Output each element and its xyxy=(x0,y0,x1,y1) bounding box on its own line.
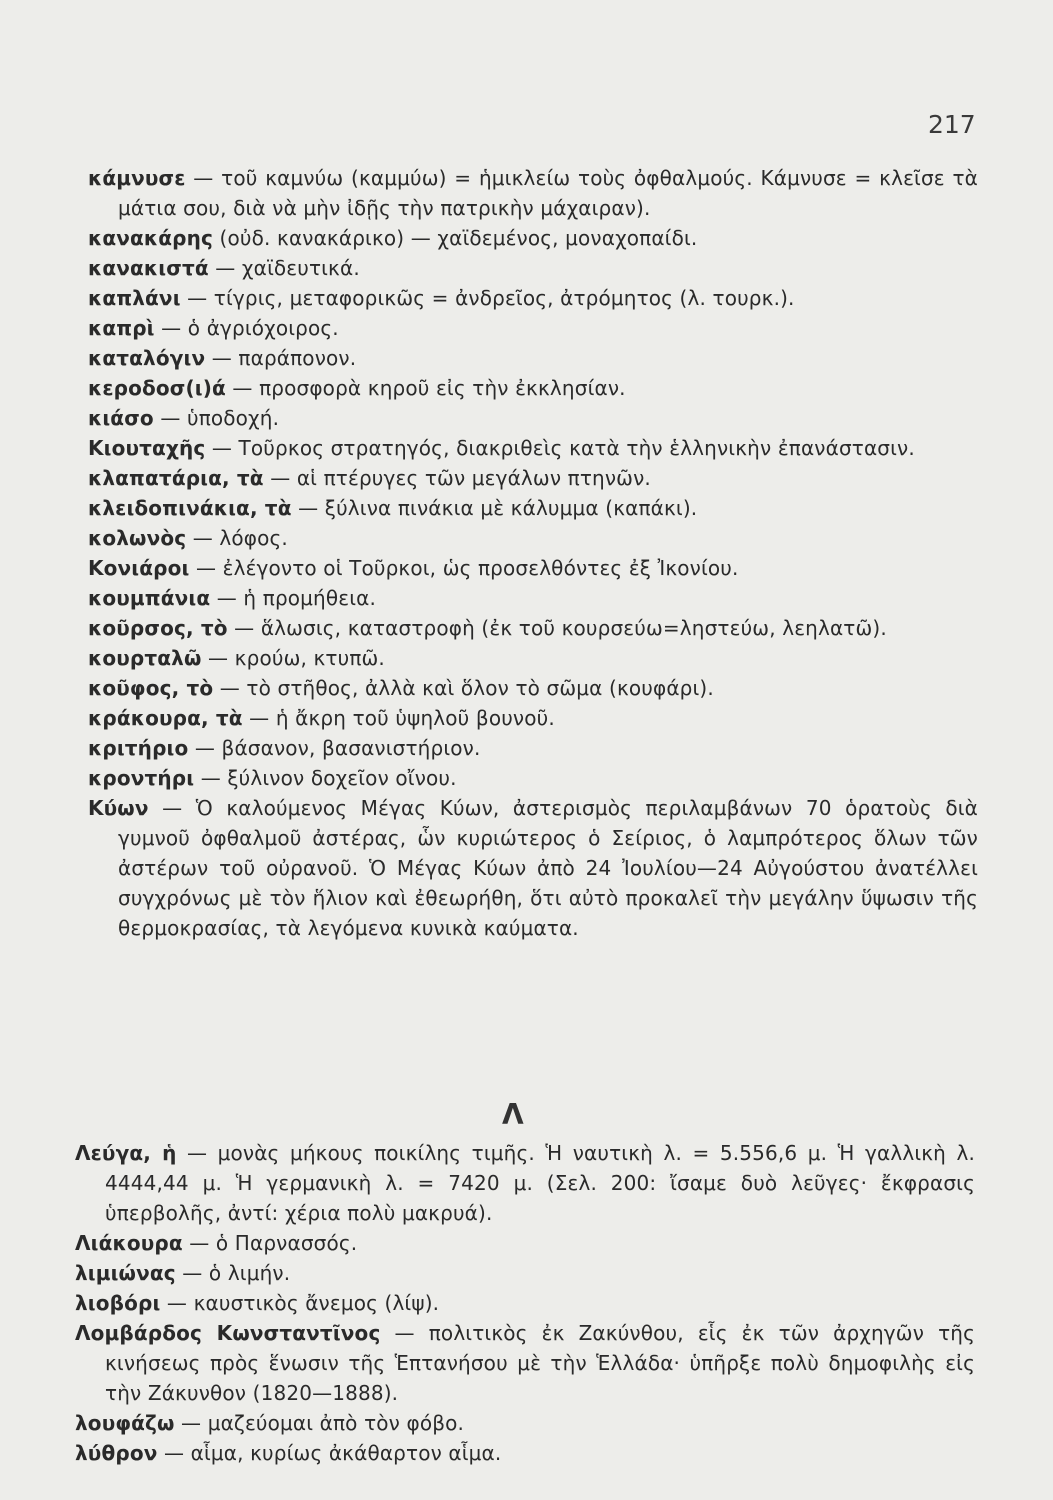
headword: κιάσο xyxy=(88,406,154,430)
definition: — καυστικὸς ἄνεμος (λίψ). xyxy=(160,1291,440,1315)
definition: — παράπονον. xyxy=(205,346,357,370)
dictionary-entry xyxy=(88,643,978,673)
definition: — πολιτικὸς ἐκ Ζακύνθου, εἷς ἐκ τῶν ἀρχηγῶν τῆς κινήσεως πρὸς ἕνωσιν τῆς Ἑπτανήσου μὲ τὴν Ἑλλάδα· ὑπῆρξε πολὺ δημοφιλὴς εἰς τὴν Ζάκυνθον (1820—1888). xyxy=(105,1321,975,1405)
headword: Κιουταχῆς xyxy=(88,436,206,460)
headword: λουφάζω xyxy=(75,1411,175,1435)
headword: κανακιστά xyxy=(88,256,209,280)
definition: — ὑποδοχή. xyxy=(153,406,280,430)
definition: — ὁ Παρνασσός. xyxy=(182,1231,358,1255)
definition: — ἅλωσις, καταστροφὴ (ἐκ τοῦ κουρσεύω=ληστεύω, λεηλατῶ). xyxy=(227,616,887,640)
definition: — Τοῦρκος στρατηγός, διακριθεὶς κατὰ τὴν ἑλληνικὴν ἐπανάστασιν. xyxy=(205,436,915,460)
dictionary-entry xyxy=(88,163,978,223)
headword: κοῦφος, τὸ xyxy=(88,676,214,700)
definition: — προσφορὰ κηροῦ εἰς τὴν ἐκκλησίαν. xyxy=(225,376,626,400)
definition: — μονὰς μήκους ποικίλης τιμῆς. Ἡ ναυτικὴ λ. = 5.556,6 μ. Ἡ γαλλικὴ λ. 4444,44 μ. Ἡ γερμανικὴ λ. = 7420 μ. (Σελ. 200: ἴσαμε δυὸ λεῦγες· ἔκφρασις ὑπερβολῆς, ἀντί: χέρια πολὺ μακρυά). xyxy=(105,1141,975,1225)
definition: — ὁ λιμήν. xyxy=(175,1261,291,1285)
definition: — Ὁ καλούμενος Μέγας Κύων, ἀστερισμὸς περιλαμβάνων 70 ὁρατοὺς διὰ γυμνοῦ ὀφθαλμοῦ ἀστέρας, ὧν κυριώτερος ὁ Σείριος, ὁ λαμπρότερος ὅλων τῶν ἀστέρων τοῦ οὐρανοῦ. Ὁ Μέγας Κύων ἀπὸ 24 Ἰουλίου—24 Αὐγούστου ἀνατέλλει συγχρόνως μὲ τὸν ἥλιον καὶ ἐθεωρήθη, ὅτι αὐτὸ προκαλεῖ τὴν μεγάλην ὕψωσιν τῆς θερμοκρασίας, τὰ λεγόμενα κυνικὰ καύματα. xyxy=(118,796,978,940)
dictionary-entry xyxy=(88,583,978,613)
definition: — ἐλέγοντο οἱ Τοῦρκοι, ὡς προσελθόντες ἐξ Ἰκονίου. xyxy=(189,556,739,580)
dictionary-entry xyxy=(88,553,978,583)
dictionary-entry xyxy=(88,433,978,463)
dictionary-entry xyxy=(88,733,978,763)
definition: — ξύλινα πινάκια μὲ κάλυμμα (καπάκι). xyxy=(291,496,698,520)
headword: κανακάρης xyxy=(88,226,214,250)
dictionary-entry xyxy=(88,223,978,253)
dictionary-entry xyxy=(75,1438,975,1468)
dictionary-entry xyxy=(75,1408,975,1438)
headword: κλειδοπινάκια, τὰ xyxy=(88,496,292,520)
section-letter-heading: Λ xyxy=(502,1098,524,1131)
definition: — κρούω, κτυπῶ. xyxy=(201,646,385,670)
headword: κλαπατάρια, τὰ xyxy=(88,466,264,490)
dictionary-entry xyxy=(75,1288,975,1318)
definition: — ξύλινον δοχεῖον οἴνου. xyxy=(194,766,457,790)
headword: κροντήρι xyxy=(88,766,195,790)
dictionary-entry xyxy=(88,403,978,433)
dictionary-entry xyxy=(75,1258,975,1288)
dictionary-entry xyxy=(88,343,978,373)
dictionary-entry xyxy=(88,283,978,313)
headword: Λομβάρδος Κωνσταντῖνος xyxy=(75,1321,381,1345)
headword: καπρὶ xyxy=(88,316,155,340)
dictionary-entry xyxy=(75,1318,975,1408)
definition: — αἷμα, κυρίως ἀκάθαρτον αἷμα. xyxy=(157,1441,502,1465)
dictionary-entry xyxy=(88,313,978,343)
headword: κοῦρσος, τὸ xyxy=(88,616,228,640)
headword: Λιάκουρα xyxy=(75,1231,183,1255)
definition: — τίγρις, μεταφορικῶς = ἀνδρεῖος, ἀτρόμητος (λ. τουρκ.). xyxy=(180,286,795,310)
definition: — τὸ στῆθος, ἀλλὰ καὶ ὅλον τὸ σῶμα (κουφάρι). xyxy=(213,676,714,700)
definition: (οὐδ. κανακάρικο) — χαϊδεμένος, μοναχοπαίδι. xyxy=(213,226,698,250)
entries-l-section xyxy=(0,1138,975,1468)
definition: — μαζεύομαι ἀπὸ τὸν φόβο. xyxy=(174,1411,465,1435)
definition: — λόφος. xyxy=(186,526,288,550)
headword: Κονιάροι xyxy=(88,556,190,580)
dictionary-entry xyxy=(88,493,978,523)
dictionary-entry xyxy=(88,673,978,703)
dictionary-entry xyxy=(88,253,978,283)
headword: κριτήριο xyxy=(88,736,189,760)
headword: Λεύγα, ἡ xyxy=(75,1141,177,1165)
headword: κουμπάνια xyxy=(88,586,211,610)
dictionary-entry xyxy=(88,463,978,493)
headword: κολωνὸς xyxy=(88,526,187,550)
headword: κάμνυσε xyxy=(88,166,186,190)
definition: — ἡ προμήθεια. xyxy=(210,586,376,610)
headword: λιοβόρι xyxy=(75,1291,161,1315)
dictionary-entry xyxy=(88,763,978,793)
headword: καταλόγιν xyxy=(88,346,206,370)
definition: — ὁ ἀγριόχοιρος. xyxy=(154,316,339,340)
definition: — τοῦ καμνύω (καμμύω) = ἡμικλείω τοὺς ὀφθαλμούς. Κάμνυσε = κλεῖσε τὰ μάτια σου, διὰ νὰ μὴν ἰδῇς τὴν πατρικὴν μάχαιραν). xyxy=(118,166,978,220)
definition: — ἡ ἄκρη τοῦ ὑψηλοῦ βουνοῦ. xyxy=(242,706,555,730)
headword: κουρταλῶ xyxy=(88,646,202,670)
dictionary-entry xyxy=(88,373,978,403)
definition: — αἱ πτέρυγες τῶν μεγάλων πτηνῶν. xyxy=(263,466,651,490)
dictionary-entry xyxy=(75,1138,975,1228)
headword: κεροδοσ(ι)ά xyxy=(88,376,226,400)
headword: καπλάνι xyxy=(88,286,181,310)
headword: λύθρον xyxy=(75,1441,158,1465)
headword: κράκουρα, τὰ xyxy=(88,706,243,730)
dictionary-entry xyxy=(88,793,978,943)
dictionary-entry xyxy=(88,703,978,733)
dictionary-entry xyxy=(88,613,978,643)
headword: λιμιώνας xyxy=(75,1261,176,1285)
entries-k-section xyxy=(0,163,978,943)
headword: Κύων xyxy=(88,796,149,820)
page-number: 217 xyxy=(928,110,976,139)
definition: — χαϊδευτικά. xyxy=(208,256,360,280)
dictionary-entry xyxy=(88,523,978,553)
definition: — βάσανον, βασανιστήριον. xyxy=(188,736,481,760)
dictionary-entry xyxy=(75,1228,975,1258)
